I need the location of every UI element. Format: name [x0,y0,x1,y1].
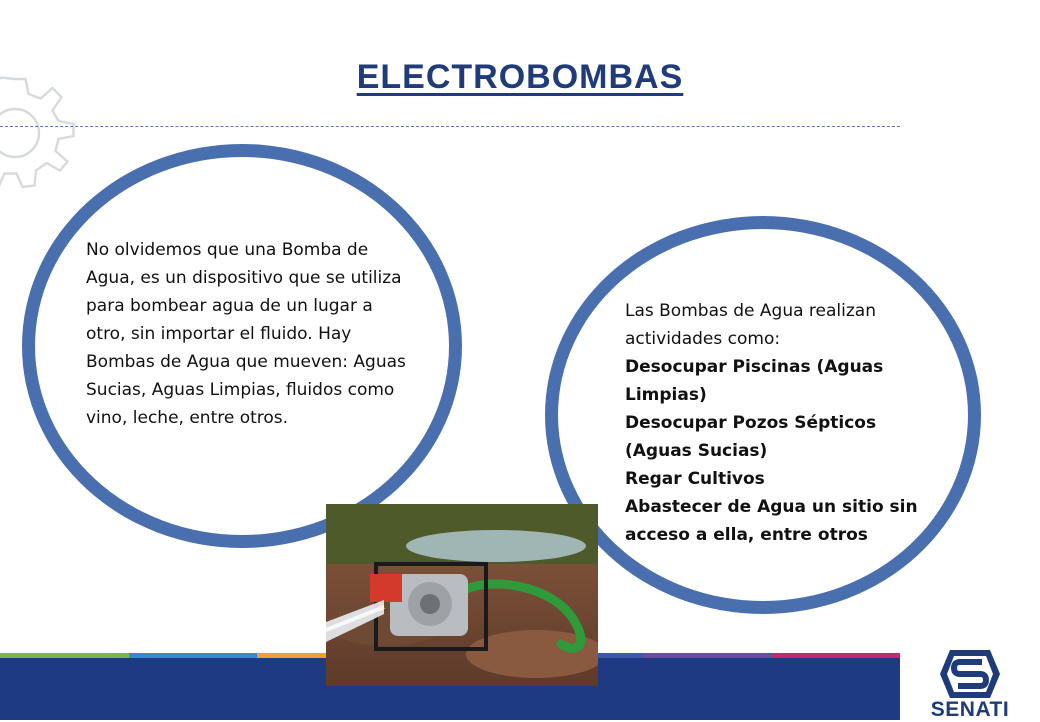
right-circle-text [625,297,935,549]
title-divider [0,126,900,127]
activity-item: Desocupar Piscinas (Aguas Limpias) [625,357,884,405]
page-title: ELECTROBOMBAS [356,58,684,96]
senati-logo [915,642,1025,720]
activity-item: Abastecer de Agua un sitio sin acceso a ella, entre otros [625,497,918,545]
activity-item: Desocupar Pozos Sépticos (Aguas Sucias) [625,413,877,461]
left-circle-text: No olvidemos que una Bomba de Agua, es un dispositivo que se utiliza para bombear agua de un lugar a otro, sin importar el fluido. Hay Bombas de Agua que mueven: Aguas Sucias, Aguas Limpias, fluidos como vino, leche, entre otros. [86,240,406,428]
senati-logo-icon [938,648,1002,700]
water-pump-image [326,504,598,686]
activity-item: Regar Cultivos [625,469,765,489]
right-circle-intro: Las Bombas de Agua realizan actividades como: [625,301,876,349]
logo-text: SENATI [930,698,1010,721]
